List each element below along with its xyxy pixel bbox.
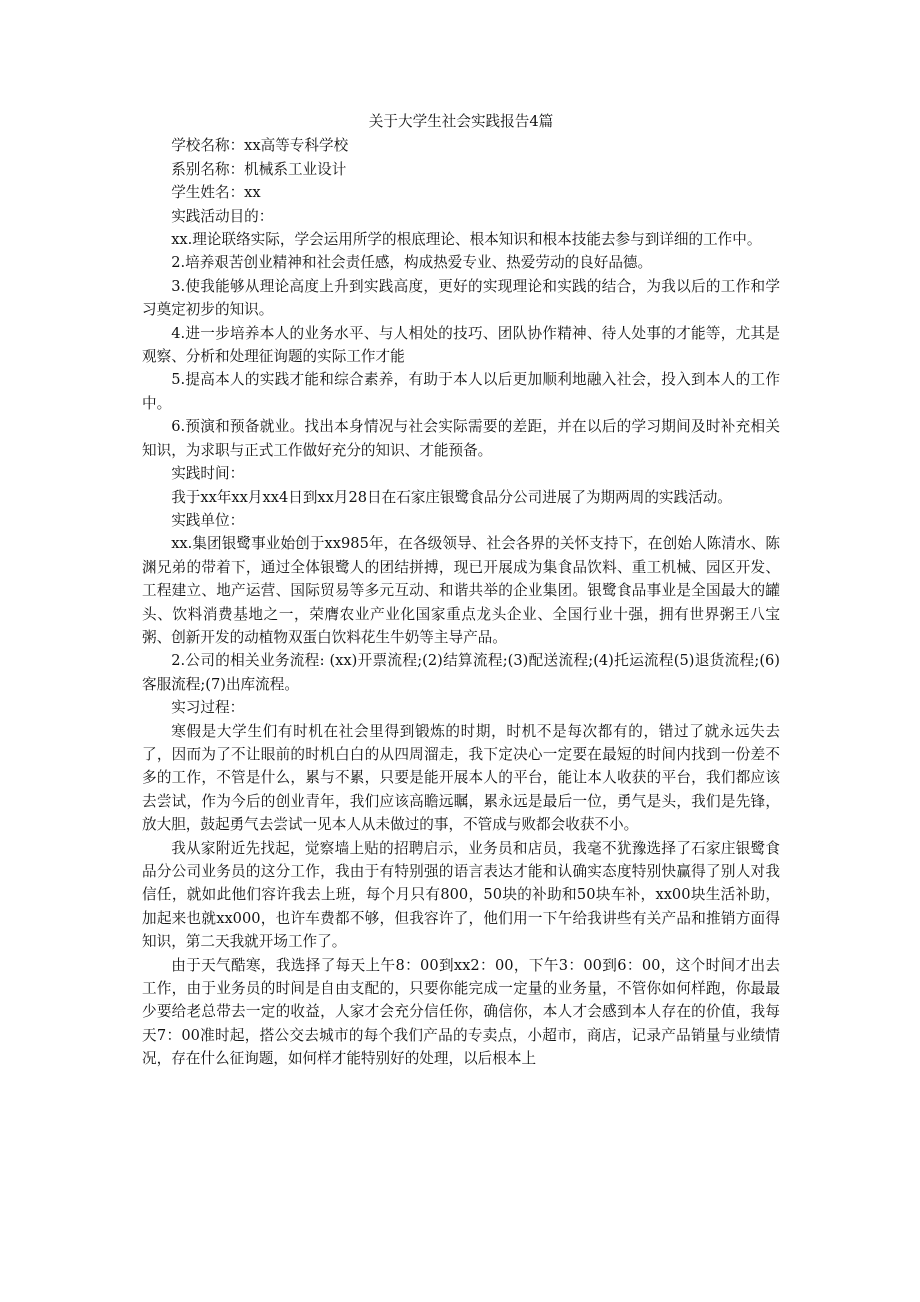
purpose-item: 3.使我能够从理论高度上升到实践高度，更好的实现理论和实践的结合，为我以后的工作和学习奠定初步的知识。 bbox=[142, 277, 780, 319]
student-line: 学生姓名：xx bbox=[171, 184, 261, 202]
document-title: 关于大学生社会实践报告4篇 bbox=[368, 113, 554, 130]
purpose-item: 6.预演和预备就业。找出本身情况与社会实际需要的差距，并在以后的学习期间及时补充相关知识，为求职与正式工作做好充分的知识、才能预备。 bbox=[142, 418, 780, 459]
process-paragraph: 由于天气酷寒，我选择了每天上午8：00到xx2：00，下午3：00到6：00，这个时间才出去工作，由于业务员的时间是自由支配的，只要你能完成一定量的业务量，不管你如何样跑，你最最少要给老总带去一定的收益，人家才会充分信任你，确信你，本人才会感到本人存在的价值，我每天7：00准时起，搭公交去城市的每个我们产品的专卖点，小超市，商店，记录产品销量与业绩情况，存在什么征询题，如何样才能特别好的处理，以后根本上 bbox=[142, 956, 780, 1068]
unit-paragraph: 2.公司的相关业务流程: (xx)开票流程;(2)结算流程;(3)配送流程;(4)托运流程(5)退货流程;(6)客服流程;(7)出库流程。 bbox=[142, 652, 780, 693]
purpose-item: 4.进一步培养本人的业务水平、与人相处的技巧、团队协作精神、待人处事的才能等，尤其是观察、分析和处理征询题的实际工作才能 bbox=[142, 324, 780, 366]
department-line: 系别名称：机械系工业设计 bbox=[171, 160, 347, 178]
school-line: 学校名称：xx高等专科学校 bbox=[171, 137, 349, 155]
process-paragraph: 寒假是大学生们有时机在社会里得到锻炼的时期，时机不是每次都有的，错过了就永远失去了，因而为了不让眼前的时机白白的从四周溜走，我下定决心一定要在最短的时间内找到一份差不多的工作，不管是什么，累与不累，只要是能开展本人的平台，能让本人收获的平台，我们都应该去尝试，作为今后的创业青年，我们应该高瞻远瞩，累永远是最后一位，勇气是头，我们是先锋，放大胆，鼓起勇气去尝试一见本人从未做过的事，不管成与败都会收获不小。 bbox=[142, 722, 780, 834]
unit-heading: 实践单位： bbox=[171, 511, 245, 529]
purpose-item: 2.培养艰苦创业精神和社会责任感，构成热爱专业、热爱劳动的良好品德。 bbox=[171, 254, 653, 272]
time-paragraph: 我于xx年xx月xx4日到xx月28日在石家庄银鹭食品分公司进展了为期两周的实践活动。 bbox=[171, 488, 732, 506]
purpose-item: xx.理论联络实际，学会运用所学的根底理论、根本知识和根本技能去参与到详细的工作中。 bbox=[171, 231, 762, 249]
process-paragraph: 我从家附近先找起，觉察墙上贴的招聘启示，业务员和店员，我毫不犹豫选择了石家庄银鹭食品分公司业务员的这分工作，我由于有特别强的语言表达才能和认确实态度特别快赢得了别人对我信任，就如此他们容许我去上班，每个月只有800，50块的补助和50块车补，xx00块生活补助，加起来也就xx000，也许车费都不够，但我容许了，他们用一下午给我讲些有关产品和推销方面得知识，第二天我就开场工作了。 bbox=[142, 839, 780, 951]
purpose-heading: 实践活动目的： bbox=[171, 207, 274, 225]
document-page bbox=[142, 110, 780, 1071]
purpose-item: 5.提高本人的实践才能和综合素养，有助于本人以后更加顺利地融入社会，投入到本人的工作中。 bbox=[142, 371, 780, 412]
unit-paragraph: xx.集团银鹭事业始创于xx985年，在各级领导、社会各界的关怀支持下，在创始人陈清水、陈渊兄弟的带着下，通过全体银鹭人的团结拼搏，现已开展成为集食品饮料、重工机械、园区开发、工程建立、地产运营、国际贸易等多元互动、和谐共举的企业集团。银鹭食品事业是全国最大的罐头、饮料消费基地之一，荣膺农业产业化国家重点龙头企业、全国行业十强，拥有世界粥王八宝粥、创新开发的动植物双蛋白饮料花生牛奶等主导产品。 bbox=[142, 535, 780, 646]
process-heading: 实习过程： bbox=[171, 699, 245, 717]
time-heading: 实践时间： bbox=[171, 465, 245, 483]
